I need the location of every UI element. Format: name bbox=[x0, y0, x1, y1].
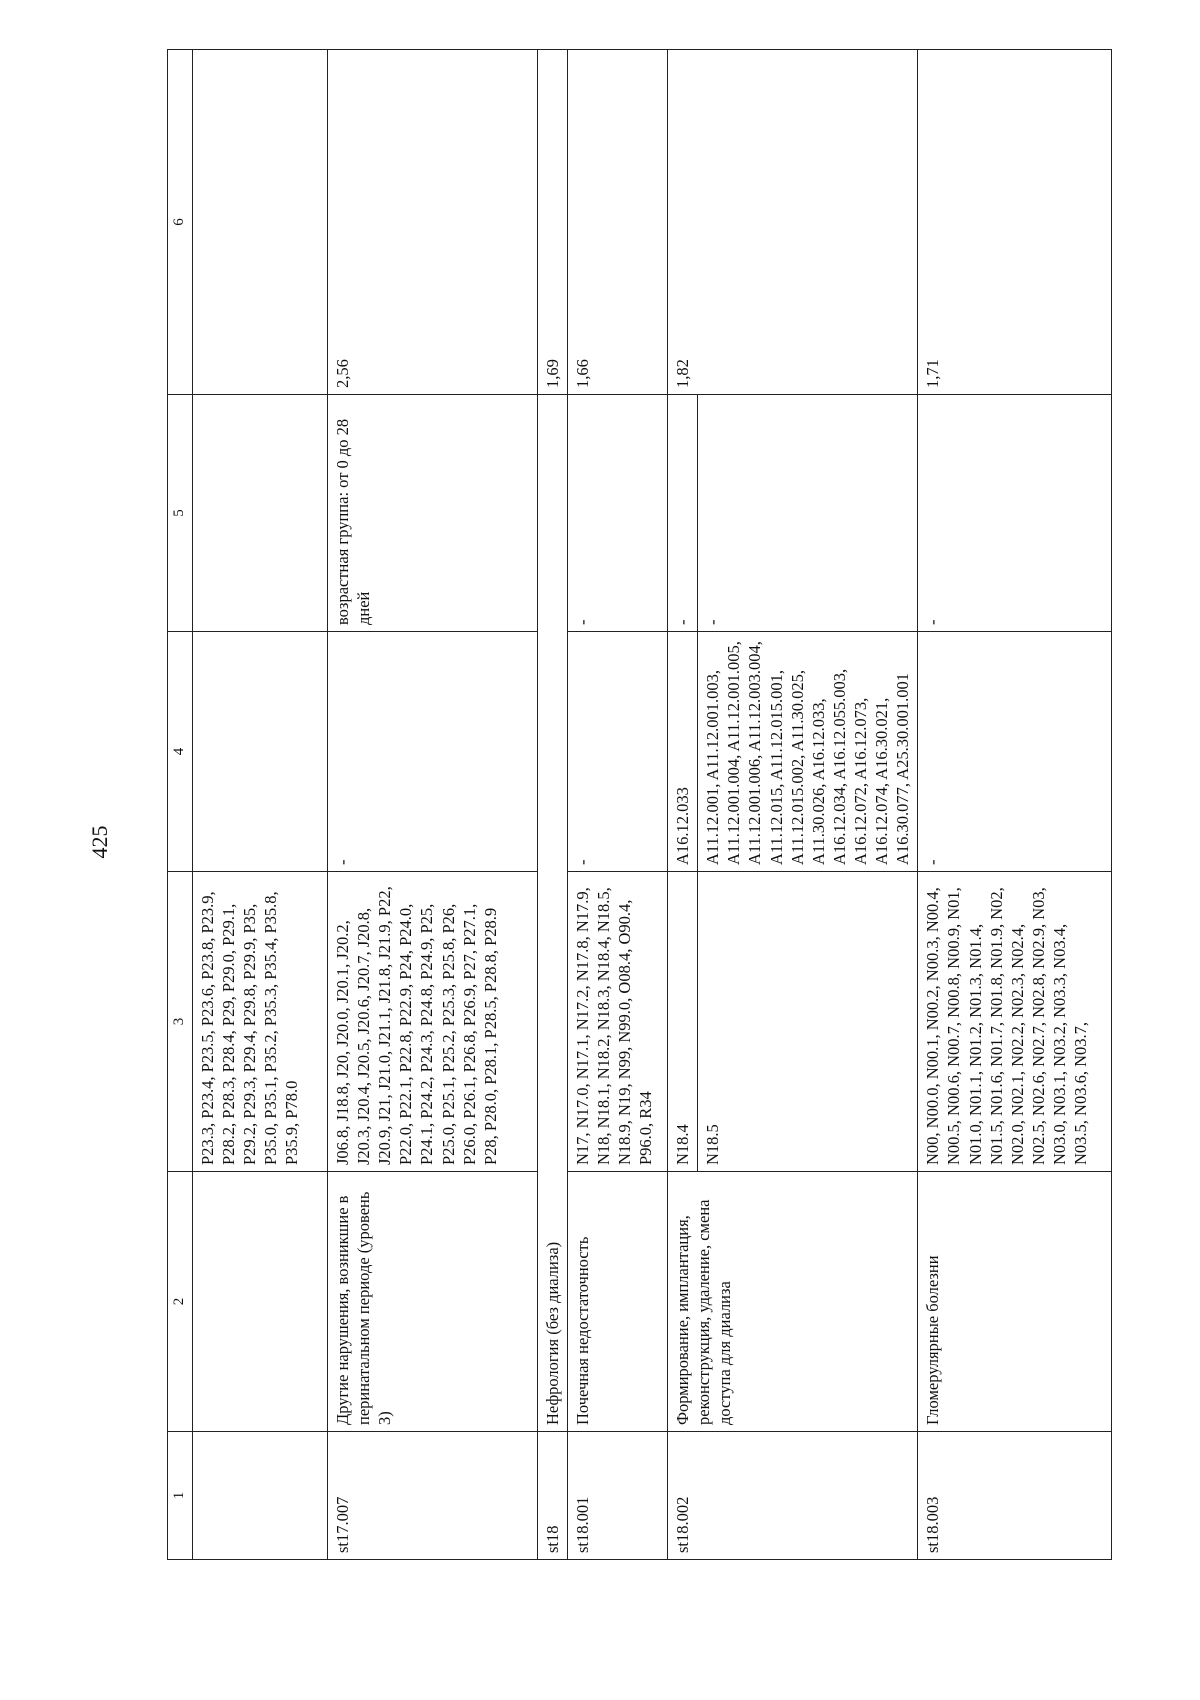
cell-services bbox=[193, 632, 328, 872]
cell-diagnoses: N17, N17.0, N17.1, N17.2, N17.8, N17.9, N18, N18.1, N18.2, N18.3, N18.4, N18.5, N18.9, N19, N99, N99.0, O08.4, O90.4, P96.0, R34 bbox=[568, 872, 668, 1172]
cell-criteria: - bbox=[568, 395, 668, 632]
cell-code bbox=[193, 1432, 328, 1560]
cell-criteria: - bbox=[668, 395, 698, 632]
cell-code: st18 bbox=[538, 1432, 568, 1560]
header-col-6: 6 bbox=[168, 50, 193, 395]
cell-diagnoses: N18.5 bbox=[698, 872, 918, 1172]
cell-name: Формирование, имплантация, реконструкция, удаление, смена доступа для диализа bbox=[668, 1172, 918, 1432]
cell-code: st18.002 bbox=[668, 1432, 918, 1560]
cell-code: st17.007 bbox=[328, 1432, 538, 1560]
cell-coef: 1,69 bbox=[538, 50, 568, 395]
cell-diagnoses: N18.4 bbox=[668, 872, 698, 1172]
table-row-st18-001 bbox=[568, 50, 668, 1560]
cell-coef bbox=[193, 50, 328, 395]
cell-name: Другие нарушения, возникшие в перинатальном периоде (уровень 3) bbox=[328, 1172, 538, 1432]
cell-criteria bbox=[193, 395, 328, 632]
table-row-continuation bbox=[193, 50, 328, 1560]
header-col-2: 2 bbox=[168, 1172, 193, 1432]
tariff-table bbox=[167, 49, 1112, 1560]
cell-coef: 1,66 bbox=[568, 50, 668, 395]
cell-criteria: возрастная группа: от 0 до 28 дней bbox=[328, 395, 538, 632]
table-row-st18-003 bbox=[918, 50, 1112, 1560]
cell-coef: 1,82 bbox=[668, 50, 918, 395]
cell-services: - bbox=[918, 632, 1112, 872]
header-col-3: 3 bbox=[168, 872, 193, 1172]
header-col-1: 1 bbox=[168, 1432, 193, 1560]
table-row-st18-002-a bbox=[668, 50, 698, 1560]
cell-services: A16.12.033 bbox=[668, 632, 698, 872]
cell-services: - bbox=[328, 632, 538, 872]
cell-services: - bbox=[568, 632, 668, 872]
cell-section-name: Нефрология (без диализа) bbox=[538, 395, 568, 1432]
header-row bbox=[168, 50, 193, 1560]
cell-name: Гломерулярные болезни bbox=[918, 1172, 1112, 1432]
cell-services: A11.12.001, A11.12.001.003, A11.12.001.004, A11.12.001.005, A11.12.001.006, A11.12.003.004, A11.12.015, A11.12.015.001, A11.12.015.002, A11.30.025, A11.30.026, A16.12.033, A16.12.034, A16.12.055.003, A16.12.072, A16.12.073, A16.12.074, A16.30.021, A16.30.077, A25.30.001.001 bbox=[698, 632, 918, 872]
cell-coef: 2,56 bbox=[328, 50, 538, 395]
header-col-4: 4 bbox=[168, 632, 193, 872]
cell-diagnoses: P23.3, P23.4, P23.5, P23.6, P23.8, P23.9, P28.2, P28.3, P28.4, P29, P29.0, P29.1, P29.2, P29.3, P29.4, P29.8, P29.9, P35, P35.0, P35.1, P35.2, P35.3, P35.4, P35.8, P35.9, P78.0 bbox=[193, 872, 328, 1172]
cell-diagnoses: N00, N00.0, N00.1, N00.2, N00.3, N00.4, N00.5, N00.6, N00.7, N00.8, N00.9, N01, N01.0, N01.1, N01.2, N01.3, N01.4, N01.5, N01.6, N01.7, N01.8, N01.9, N02, N02.0, N02.1, N02.2, N02.3, N02.4, N02.5, N02.6, N02.7, N02.8, N02.9, N03, N03.0, N03.1, N03.2, N03.3, N03.4, N03.5, N03.6, N03.7, bbox=[918, 872, 1112, 1172]
cell-criteria: - bbox=[698, 395, 918, 632]
tariff-table-container bbox=[167, 50, 1112, 1560]
header-col-5: 5 bbox=[168, 395, 193, 632]
cell-name: Почечная недостаточность bbox=[568, 1172, 668, 1432]
table-row-section-st18 bbox=[538, 50, 568, 1560]
cell-code: st18.001 bbox=[568, 1432, 668, 1560]
page-number: 425 bbox=[87, 825, 112, 859]
cell-criteria: - bbox=[918, 395, 1112, 632]
cell-code: st18.003 bbox=[918, 1432, 1112, 1560]
table-row-st17-007 bbox=[328, 50, 538, 1560]
cell-diagnoses: J06.8, J18.8, J20, J20.0, J20.1, J20.2, J20.3, J20.4, J20.5, J20.6, J20.7, J20.8, J20.9, J21, J21.0, J21.1, J21.8, J21.9, P22, P22.0, P22.1, P22.8, P22.9, P24, P24.0, P24.1, P24.2, P24.3, P24.8, P24.9, P25, P25.0, P25.1, P25.2, P25.3, P25.8, P26, P26.0, P26.1, P26.8, P26.9, P27, P27.1, P28, P28.0, P28.1, P28.5, P28.8, P28.9 bbox=[328, 872, 538, 1172]
cell-name bbox=[193, 1172, 328, 1432]
cell-coef: 1,71 bbox=[918, 50, 1112, 395]
